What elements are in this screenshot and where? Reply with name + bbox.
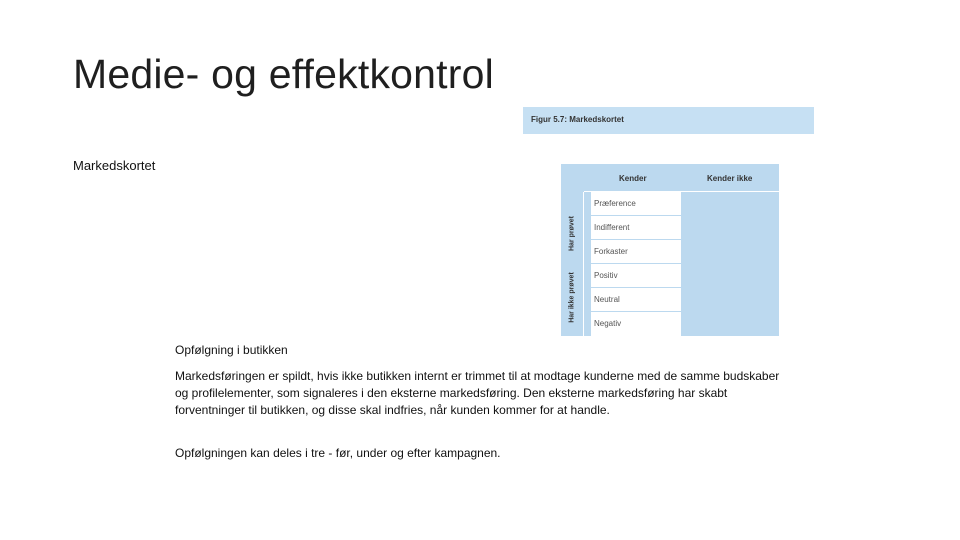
body-text <box>175 342 785 462</box>
row-group-label-har-ikke-proevet: Har ikke prøvet <box>568 272 576 323</box>
body-paragraph: Markedsføringen er spildt, hvis ikke butikken internt er trimmet til at modtage kunderne med de samme budskaber og profilelementer, som signaleres i den eksterne markedsføring. Den eksterne markedsføring har skabt forventninger til butikken, og disse skal indfries, når kunden kommer for at handle. <box>175 369 780 417</box>
figure-caption: Figur 5.7: Markedskortet <box>523 107 814 134</box>
slide-title: Medie- og effektkontrol <box>73 51 494 97</box>
markedskort-figure <box>561 164 779 336</box>
figure-header-row <box>584 164 779 192</box>
figure-cells <box>591 192 681 336</box>
figure-cell-positiv: Positiv <box>591 264 681 288</box>
figure-cell-praeference: Præference <box>591 192 681 216</box>
figure-row-group-strip <box>561 192 584 336</box>
column-header-kender: Kender <box>619 174 647 183</box>
section-heading: Opfølgning i butikken <box>175 343 288 357</box>
slide-subtitle: Markedskortet <box>73 158 156 173</box>
figure-cell-negativ: Negativ <box>594 319 622 328</box>
figure-cell-forkaster: Forkaster <box>591 240 681 264</box>
closing-paragraph: Opfølgningen kan deles i tre - før, under og efter kampagnen. <box>175 446 501 460</box>
figure-cell-neutral: Neutral <box>591 288 681 312</box>
figure-cell-indifferent: Indifferent <box>591 216 681 240</box>
row-group-label-har-proevet: Har prøvet <box>568 216 576 252</box>
column-header-kender-ikke: Kender ikke <box>707 174 753 183</box>
